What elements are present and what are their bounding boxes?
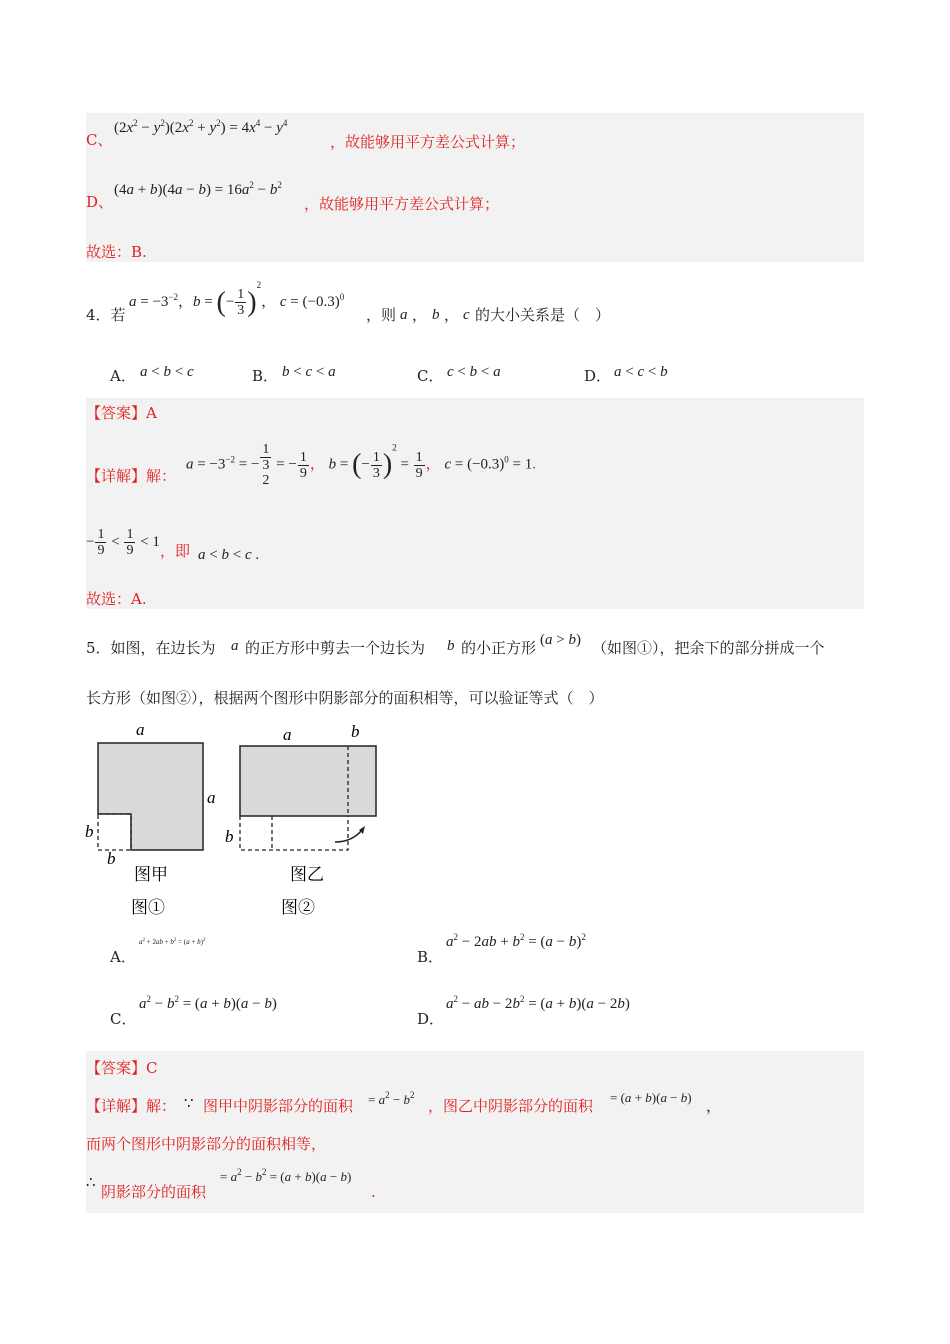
q4-stem-start: 4．若 bbox=[86, 306, 126, 324]
q4-option-b-expr: b < c < a bbox=[282, 364, 336, 380]
fig2-label-b-left: b bbox=[225, 827, 234, 846]
q5-line1-a: 5．如图，在边长为 bbox=[86, 639, 216, 657]
q5-var-a: a bbox=[231, 638, 239, 654]
because-symbol: ∵ bbox=[184, 1094, 194, 1112]
fig1-caption-bottom: 图① bbox=[131, 898, 165, 917]
option-c-label: C、 bbox=[86, 131, 113, 149]
q5-option-b-label: B． bbox=[417, 948, 444, 966]
q4-stem-tail: 的大小关系是（ ） bbox=[475, 306, 611, 324]
fig1-caption-top: 图甲 bbox=[134, 865, 168, 884]
q4-condition-formula: $a = -3^{-2}$，b = (− $\frac{1}{3}$ )$^2$， $c = (-0.3)^0$ bbox=[129, 280, 345, 319]
q4-comma-1: ， bbox=[412, 306, 428, 324]
q4-option-c-label: C． bbox=[417, 367, 444, 385]
conclusion-previous: 故选：B. bbox=[86, 243, 147, 261]
q4-option-a-label: A． bbox=[110, 367, 136, 385]
q4-answer-block bbox=[86, 398, 864, 609]
q5-option-c-expr: $a^2 - b^2 = (a + b)(a - b)$ bbox=[139, 994, 277, 1012]
q5-line1-d: （如图①），把余下的部分拼成一个 bbox=[592, 639, 825, 657]
q4-option-a-expr: a < b < c bbox=[140, 364, 194, 380]
q5-condition: (a > b) bbox=[540, 632, 581, 648]
q5-detail-comma: ， bbox=[706, 1097, 722, 1115]
q5-detail-formula1: = $a^2 - b^2$ bbox=[368, 1090, 415, 1107]
q4-then: ，则 bbox=[366, 306, 397, 324]
fig1-shaded-region bbox=[98, 743, 203, 850]
fig1-label-a-top: a bbox=[136, 720, 145, 739]
q4-conclusion-prefix: ，即 bbox=[160, 542, 191, 560]
fig1-label-b-left: b bbox=[85, 822, 94, 841]
option-d-formula: $(4a + b)(4a - b) = 16a^2 - b^2$ bbox=[114, 180, 282, 198]
q5-line2: 长方形（如图②），根据两个图形中阴影部分的面积相等，可以验证等式（ ） bbox=[86, 689, 604, 707]
q5-detail-part2: ，图乙中阴影部分的面积 bbox=[428, 1097, 594, 1115]
q4-option-d-expr: a < c < b bbox=[614, 364, 668, 380]
q5-line1-b: 的正方形中剪去一个边长为 bbox=[245, 639, 426, 657]
q5-detail-part1: 图甲中阴影部分的面积 bbox=[203, 1097, 354, 1115]
q5-option-a-expr: $a^2 + 2ab + b^2 = (a + b)^2$ bbox=[139, 938, 206, 946]
q5-detail-formula2: = (a + b)(a − b) bbox=[610, 1090, 692, 1105]
fig2-shaded-rect bbox=[240, 746, 376, 816]
option-c-formula: $(2x^2 - y^2)(2x^2 + y^2) = 4x^4 - y^4$ bbox=[114, 118, 288, 136]
q5-line1-c: 的小正方形 bbox=[461, 639, 537, 657]
q5-var-b: b bbox=[447, 638, 455, 654]
option-c-note: ，故能够用平方差公式计算； bbox=[330, 133, 526, 151]
q5-detail-tag: 【详解】解： bbox=[86, 1097, 177, 1115]
fig1-removed-square bbox=[98, 814, 131, 850]
q4-var-c: c bbox=[463, 307, 470, 323]
q4-var-a: a bbox=[400, 307, 408, 323]
q4-conclusion-expr: a < b < c . bbox=[198, 547, 260, 563]
fig2-caption-bottom: 图② bbox=[281, 898, 315, 917]
therefore-symbol: ∴ bbox=[86, 1173, 96, 1191]
q4-comma-2: ， bbox=[444, 306, 460, 324]
q4-option-b-label: B． bbox=[252, 367, 279, 385]
q5-detail-formula3: = $a^2 - b^2 = (a + b)(a - b)$ bbox=[220, 1167, 352, 1184]
q5-detail-period: . bbox=[371, 1183, 376, 1201]
fig1-label-b-bottom: b bbox=[107, 849, 116, 868]
q4-detail-formula: $a = -3^{-2}$ = − 1 3 2 = − $\frac{1}{9}$ ， b = (− $\frac{1}{3}$ )$^2$ = $\frac{1}{9}$ ， $c = (-0.3)^0 = 1$. bbox=[186, 442, 536, 488]
q4-option-c-expr: c < b < a bbox=[447, 364, 501, 380]
q4-option-d-label: D． bbox=[584, 367, 612, 385]
fig2-moved-strip bbox=[240, 816, 348, 850]
fig2-label-a-top: a bbox=[283, 725, 292, 744]
option-d-note: ，故能够用平方差公式计算； bbox=[304, 195, 500, 213]
q4-answer-tag: 【答案】A bbox=[86, 404, 157, 422]
q5-option-a-label: A． bbox=[110, 948, 136, 966]
fig2-label-b-top: b bbox=[351, 722, 360, 741]
q5-answer-tag: 【答案】C bbox=[86, 1059, 158, 1077]
q4-var-b: b bbox=[432, 307, 440, 323]
q5-option-c-label: C． bbox=[110, 1010, 137, 1028]
q4-detail-tag: 【详解】解： bbox=[86, 467, 177, 485]
q4-compare-formula: − $\frac{1}{9}$ < $\frac{1}{9}$ < 1 bbox=[86, 527, 160, 558]
q5-detail-line3: 阴影部分的面积 bbox=[101, 1183, 207, 1201]
option-d-label: D、 bbox=[86, 193, 114, 211]
q5-detail-line2: 而两个图形中阴影部分的面积相等， bbox=[86, 1135, 327, 1153]
q5-option-d-label: D． bbox=[417, 1010, 445, 1028]
q5-option-b-expr: $a^2 - 2ab + b^2 = (a - b)^2$ bbox=[446, 932, 586, 950]
fig1-label-a-right: a bbox=[207, 788, 216, 807]
fig2-caption-top: 图乙 bbox=[290, 865, 324, 884]
q5-option-d-expr: $a^2$ − ab − $2b^2 = (a + b)(a - 2b)$ bbox=[446, 994, 630, 1012]
q5-figures bbox=[80, 718, 400, 918]
q4-choose: 故选：A. bbox=[86, 590, 147, 608]
